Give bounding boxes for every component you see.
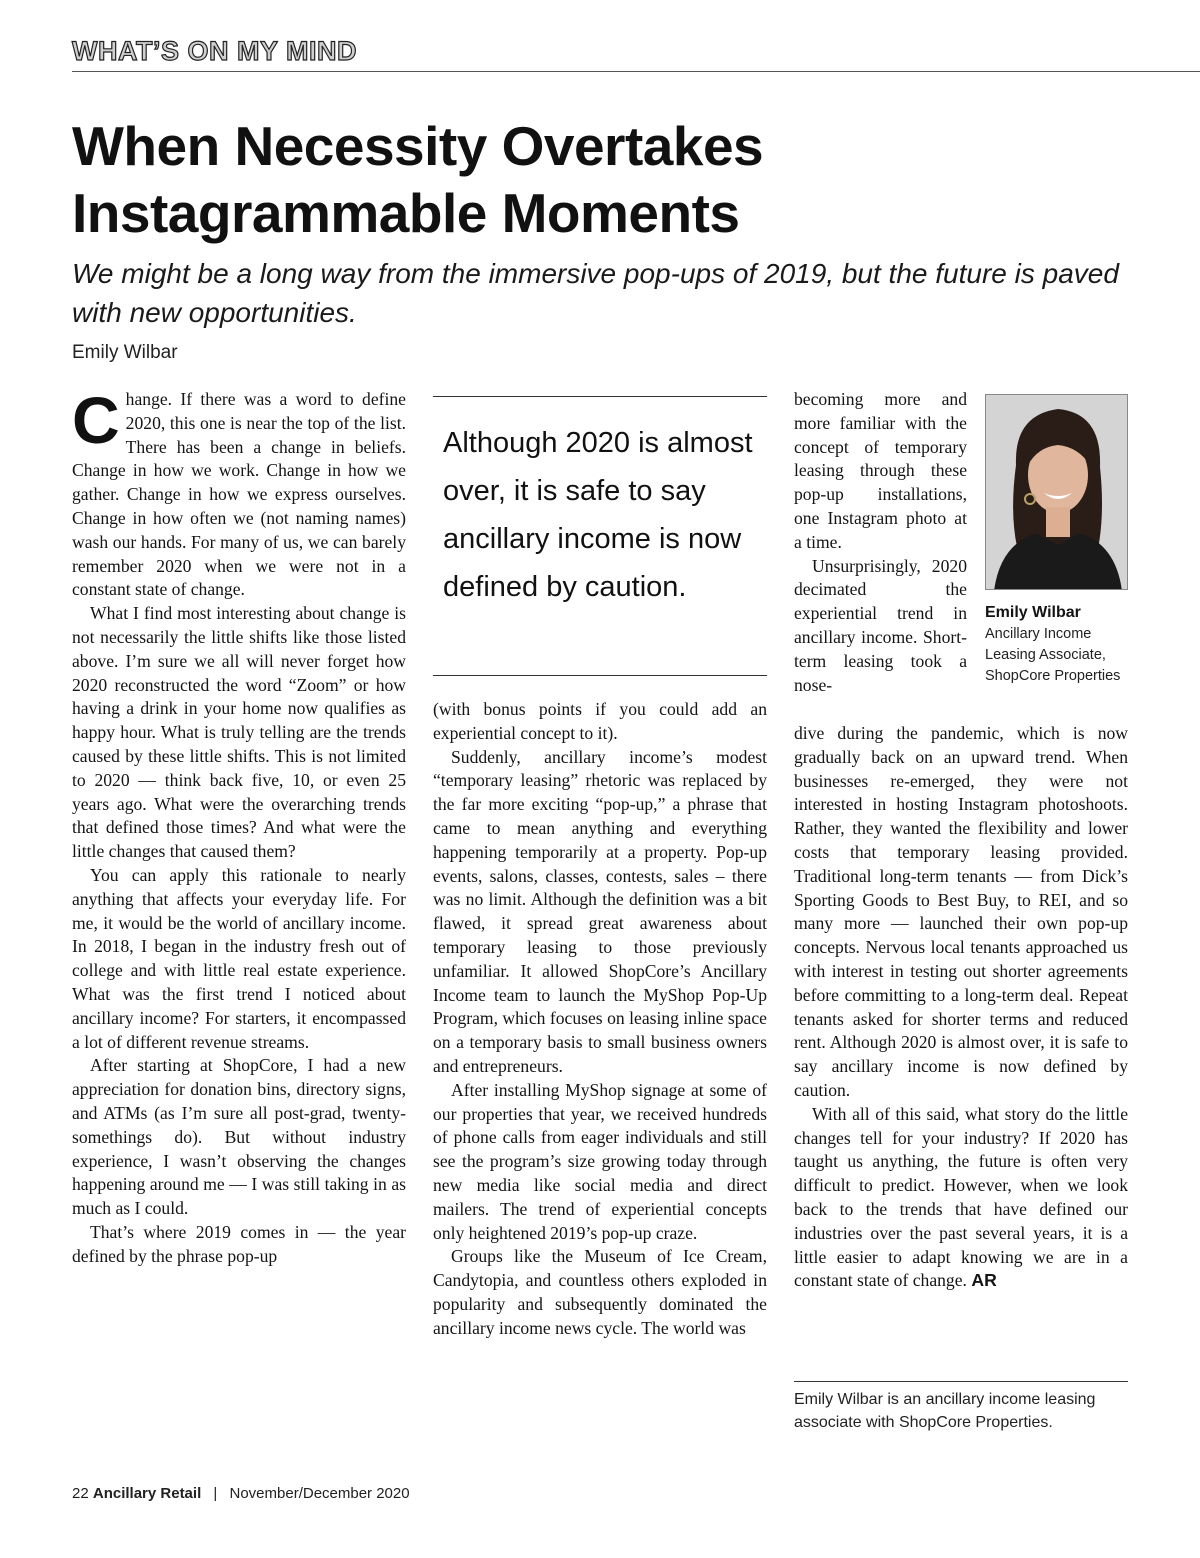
paragraph: You can apply this rationale to nearly anything that affects your everyday life. For me, it would be the world of ancillary income. In 2018, I began in the industry fresh out of college and with little real estate experience. What was the first trend I noticed about ancillary income? For starters, it encompassed a lot of different revenue streams. (72, 864, 406, 1052)
paragraph: Unsurprisingly, 2020 decimated the experiential trend in ancillary income. Short-term leasing took a nose- (794, 555, 967, 695)
section-divider (72, 71, 1200, 72)
deck-subtitle: We might be a long way from the immersive pop-ups of 2019, but the future is paved with new opportunities. (72, 258, 1119, 328)
author-company: ShopCore Properties (985, 668, 1121, 684)
paragraph: That’s where 2019 comes in — the year defined by the phrase pop-up (72, 1221, 406, 1266)
article-column-3-top (794, 388, 967, 697)
publication-name: Ancillary Retail (92, 1485, 202, 1502)
author-title-line: Ancillary Income (985, 626, 1092, 642)
issue-date: November/December 2020 (229, 1485, 410, 1502)
author-name: Emily Wilbar (985, 604, 1081, 621)
headline: When Necessity Overtakes Instagrammable Moments (72, 115, 764, 244)
drop-cap: C (72, 383, 120, 457)
page-number: 22 (72, 1485, 89, 1502)
article-column-2 (433, 698, 767, 1341)
author-caption (985, 602, 1165, 687)
footer-separator: | (213, 1485, 218, 1502)
paragraph: With all of this said, what story do the little changes tell for your industry? If 2020 has taught us anything, the future is often very difficult to predict. However, when we look back to the trends that have defined our industries over the past several years, it is a little easier to adapt knowing we are in a constant state of change. AR (794, 1103, 1128, 1291)
paragraph: dive during the pandemic, which is now gradually back on an upward trend. When businesses re-emerged, they were not interested in hosting Instagram photoshoots. Rather, they wanted the flexibility and lower costs that temporary leasing provided. Traditional long-term tenants — from Dick’s Sporting Goods to Best Buy, to REI, and so many more — launched their own pop-up concepts. Nervous local tenants approached us with interest in testing out shorter agreements before committing to a long-term deal. Repeat tenants asked for shorter terms and reduced rent. Although 2020 is almost over, it is safe to say ancillary income is now defined by caution. (794, 723, 1128, 1100)
paragraph: After starting at ShopCore, I had a new appreciation for donation bins, directory signs, and ATMs (as I’m sure all post-grad, twenty-somethings do). But without industry experience, I wasn’t observing the changes happening around me — I was still taking in as much as I could. (72, 1055, 406, 1219)
author-photo (985, 394, 1128, 590)
paragraph: What I find most interesting about change is not necessarily the little shifts like those listed above. I’m sure we all will never forget how 2020 reconstructed the word “Zoom” or how having a drink in your home now qualifies as happy hour. What is truly telling are the trends caused by these little shifts. This is not limited to 2020 — think back five, 10, or even 25 years ago. What were the overarching trends that defined those times? And what were the little changes that caused them? (72, 603, 406, 862)
paragraph: (with bonus points if you could add an experiential concept to it). (433, 699, 767, 743)
pull-quote-text: Although 2020 is almost over, it is safe to say ancillary income is now defined by caution. (443, 427, 753, 603)
article-column-1 (72, 383, 406, 1268)
section-label: WHAT’S ON MY MIND (72, 36, 357, 66)
paragraph: Groups like the Museum of Ice Cream, Candytopia, and countless others exploded in popularity and subsequently dominated the ancillary income news cycle. The world was (433, 1246, 767, 1338)
paragraph: Suddenly, ancillary income’s modest “temporary leasing” rhetoric was replaced by the far more exciting “pop-up,” a phrase that came to mean anything and everything happening temporarily at a property. Pop-up events, salons, classes, contests, sales – there was no limit. Although the definition was a bit flawed, it spread great awareness about temporary leasing to those previously unfamiliar. It allowed ShopCore’s Ancillary Income team to launch the MyShop Pop-Up Program, which focuses on leasing inline space on a temporary basis to small business owners and entrepreneurs. (433, 746, 767, 1076)
byline: Emily Wilbar (72, 342, 178, 363)
pull-quote (433, 396, 767, 676)
paragraph: becoming more and more familiar with the concept of temporary leasing through these pop-up installations, one Instagram photo at a time. (794, 389, 967, 552)
paragraph: Change. If there was a word to define 2020, this one is near the top of the list. There has been a change in beliefs. Change in how we work. Change in how we gather. Change in how we express ourselves. Change in how often we (not naming names) wash our hands. For many of us, we can barely remember 2020 when we were not in a constant state of change. (72, 383, 406, 600)
page-footer (72, 1485, 410, 1502)
endnote-divider (794, 1381, 1128, 1382)
author-note: Emily Wilbar is an ancillary income leasing associate with ShopCore Properties. (794, 1391, 1096, 1431)
article-column-3-bottom (794, 722, 1128, 1293)
end-mark: AR (971, 1270, 997, 1291)
paragraph: After installing MyShop signage at some of our properties that year, we received hundreds of phone calls from eager individuals and still see the program’s size growing today through new media like social media and direct mailers. The trend of experiential concepts only heightened 2019’s pop-up craze. (433, 1079, 767, 1243)
author-title-line: Leasing Associate, (985, 647, 1106, 663)
